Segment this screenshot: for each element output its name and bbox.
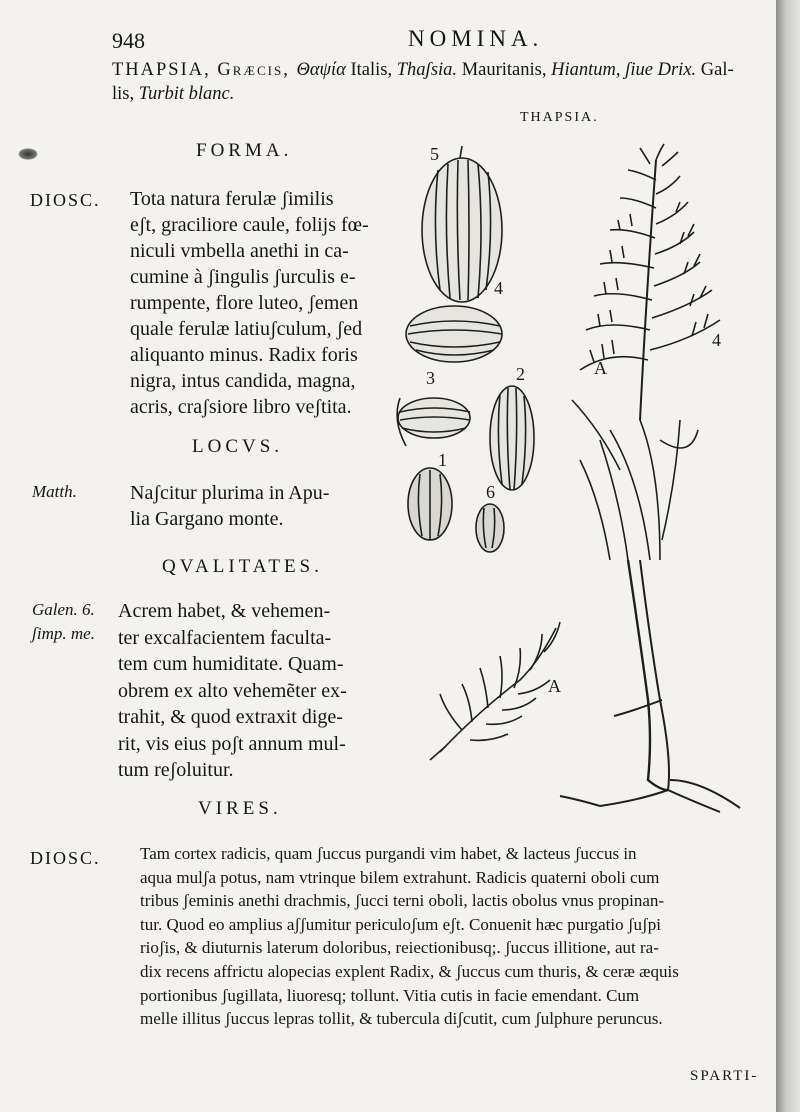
seed-5-icon: [422, 146, 502, 302]
heading-forma: FORMA.: [196, 140, 293, 161]
thapsia-plant-icon: [560, 144, 740, 812]
seed-6-icon: [476, 504, 504, 552]
figure-label-a-lower: A: [548, 676, 561, 696]
page-number: 948: [112, 28, 145, 53]
figure-label-5: 5: [430, 144, 439, 164]
figure-label-2: 2: [516, 364, 525, 384]
figure-label-1: 1: [438, 450, 447, 470]
names-lis: lis,: [112, 84, 139, 104]
margin-forma: DIOSC.: [30, 190, 101, 210]
names-mauritanis: Mauritanis,: [457, 60, 552, 80]
text-line: rit, vis eius poʃt annum mul-: [118, 732, 346, 755]
names-greek: Θαψία: [296, 60, 346, 80]
figure-label-4-plant: 4: [712, 330, 721, 350]
catchword: SPARTI-: [690, 1068, 759, 1084]
names-thapsia: THAPSIA, Græcis,: [112, 60, 297, 80]
figure-label-4: 4: [494, 278, 503, 298]
text-line: melle illitus ʃuccus lepras tollit, & tubercula diʃcutit, cum ʃulphure peruncus.: [140, 1009, 663, 1029]
names-french: Turbit blanc.: [138, 84, 235, 104]
text-line: niculi vmbella anethi in ca-: [130, 240, 349, 262]
seed-3-icon: [397, 398, 470, 446]
seed-4-icon: [406, 306, 502, 362]
figure-label-a-upper: A: [594, 358, 607, 378]
text-line: tem cum humiditate. Quam-: [118, 653, 344, 675]
text-line: Tota natura ferulæ ʃimilis: [130, 188, 334, 210]
names-italis: Italis,: [345, 60, 397, 80]
margin-qualitates-1: Galen. 6.: [32, 600, 95, 619]
margin-locus: Matth.: [32, 482, 77, 501]
text-line: Acrem habet, & vehemen-: [118, 600, 331, 622]
text-line: tur. Quod eo amplius aʃʃumitur periculoʃum eʃt. Conuenit hæc purgatio ʃuʃpi: [140, 914, 661, 934]
text-line: Naʃcitur plurima in Apu-: [130, 482, 330, 504]
heading-locus: LOCVS.: [192, 436, 284, 457]
names-gal: Gal-: [696, 60, 734, 80]
text-line: lia Gargano monte.: [130, 508, 284, 530]
seed-2-icon: [490, 386, 534, 490]
text-line: obrem ex alto vehemẽter ex-: [118, 679, 347, 702]
text-line: tribus ʃeminis anethi drachmis, ʃucci terni oboli, lactis obolus vnus propinan-: [140, 891, 665, 911]
text-line: ter excalfacientem faculta-: [118, 626, 332, 649]
heading-vires: VIRES.: [198, 798, 282, 819]
heading-qualitates: QVALITATES.: [162, 556, 323, 577]
figure-caption: THAPSIA.: [520, 110, 599, 125]
figure-label-3: 3: [426, 368, 435, 388]
seed-1-icon: [408, 468, 452, 540]
text-line: cumine à ʃingulis ʃurculis e-: [130, 266, 356, 288]
text-line: portionibus ʃugillata, liuoresq; tollunt. Vitia cutis in facie emendant. Cum: [140, 985, 640, 1005]
text-line: dix recens affrictu alopecias explent Radix, & ʃuccus cum thuris, & ceræ æquis: [140, 961, 679, 981]
text-line: nigra, intus candida, magna,: [130, 370, 356, 392]
text-line: trahit, & quod extraxit dige-: [118, 706, 343, 728]
margin-qualitates-2: ʃimp. me.: [32, 624, 95, 643]
text-line: quale ferulæ latiuʃculum, ʃed: [130, 318, 363, 340]
names-italian: Thaʃsia.: [396, 60, 458, 80]
text-line: aqua mulʃa potus, nam vtrinque bilem extrahunt. Radicis quaterni oboli cum: [140, 867, 660, 887]
text-line: tum reʃoluitur.: [118, 759, 234, 781]
text-line: Tam cortex radicis, quam ʃuccus purgandi vim habet, & lacteus ʃuccus in: [140, 844, 637, 863]
margin-vires: DIOSC.: [30, 848, 101, 868]
text-line: acris, craʃsiore libro veʃtita.: [130, 396, 352, 418]
running-head: NOMINA.: [408, 26, 544, 51]
leaf-a-icon: [430, 622, 560, 760]
text-line: eʃt, graciliore caule, folijs fœ-: [130, 214, 369, 236]
text-line: rumpente, flore luteo, ʃemen: [130, 292, 359, 314]
text-line: aliquanto minus. Radix foris: [130, 344, 358, 366]
text-line: rioʃis, & diuturnis laterum doloribus, reiectionibusq;. ʃuccus illitione, aut ra-: [140, 938, 659, 958]
figure-label-6: 6: [486, 482, 495, 502]
names-moorish: Hiantum, ʃiue Drix.: [551, 60, 697, 80]
page-edge: [776, 0, 800, 1112]
